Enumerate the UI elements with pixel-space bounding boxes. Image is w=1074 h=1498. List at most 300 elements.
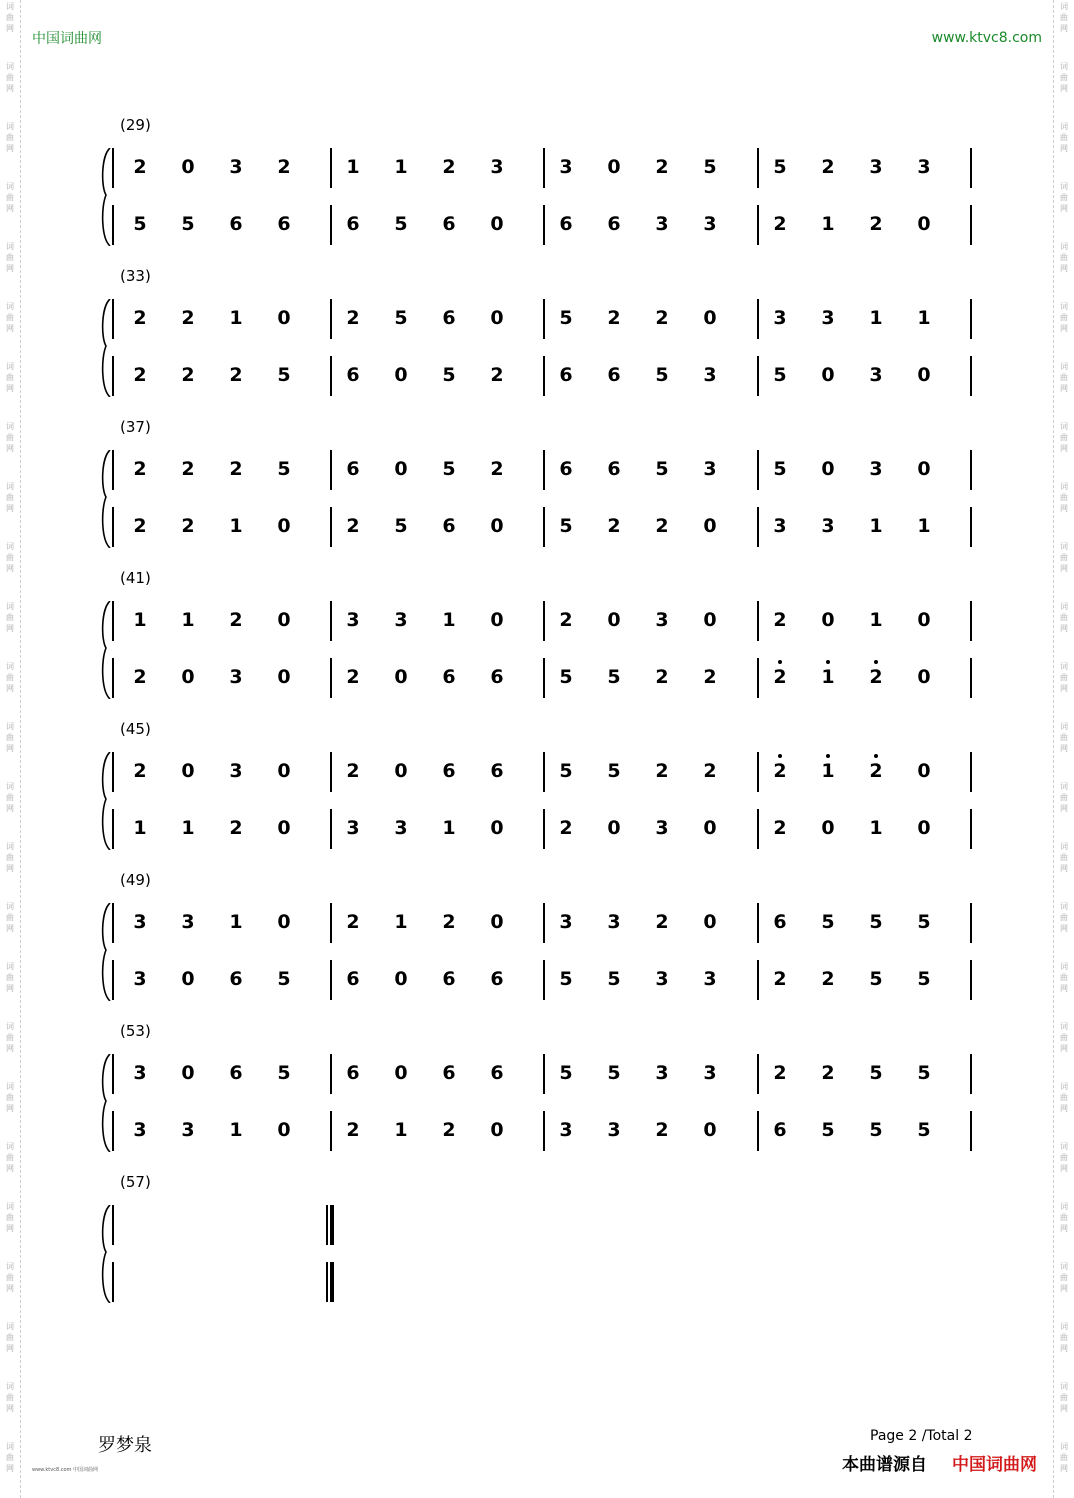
brace-path (103, 148, 110, 246)
watermark-char: 词 (1060, 122, 1068, 131)
watermark-char: 曲 (6, 1093, 14, 1102)
note: 5 (607, 760, 621, 782)
staff-start-bar (112, 658, 114, 698)
note: 6 (346, 968, 360, 990)
barline (757, 507, 759, 547)
note: 2 (869, 666, 883, 688)
barline (757, 1054, 759, 1094)
barline (543, 658, 545, 698)
note: 5 (655, 364, 669, 386)
header-site-url: www.ktvc8.com (931, 30, 1042, 46)
footer-tiny-url: www.ktvc8.com 中国词曲网 (32, 1467, 99, 1473)
watermark-char: 网 (1060, 264, 1068, 273)
staff-start-bar (112, 960, 114, 1000)
note: 5 (559, 968, 573, 990)
barline (543, 960, 545, 1000)
note: 0 (394, 364, 408, 386)
watermark-char: 词 (6, 362, 14, 371)
watermark-char: 网 (1060, 204, 1068, 213)
watermark-char: 词 (1060, 1022, 1068, 1031)
note: 2 (133, 760, 147, 782)
watermark-char: 网 (1060, 144, 1068, 153)
note: 5 (917, 1119, 931, 1141)
note: 5 (917, 968, 931, 990)
note: 1 (229, 515, 243, 537)
barline (970, 752, 972, 792)
watermark-char: 曲 (1060, 493, 1068, 502)
watermark-char: 曲 (1060, 793, 1068, 802)
watermark-char: 网 (6, 144, 14, 153)
barline (543, 1054, 545, 1094)
watermark-char: 词 (1060, 1442, 1068, 1451)
watermark-char: 网 (1060, 804, 1068, 813)
note: 0 (181, 156, 195, 178)
note: 1 (133, 609, 147, 631)
note: 3 (346, 817, 360, 839)
barline (543, 450, 545, 490)
barline (330, 299, 332, 339)
note: 3 (655, 213, 669, 235)
watermark-char: 网 (6, 1344, 14, 1353)
staff-start-bar (112, 507, 114, 547)
note: 5 (394, 515, 408, 537)
watermark-char: 词 (1060, 362, 1068, 371)
note: 1 (394, 156, 408, 178)
note: 1 (181, 609, 195, 631)
note: 5 (821, 911, 835, 933)
header-site-name: 中国词曲网 (32, 31, 102, 47)
note: 6 (490, 1062, 504, 1084)
note: 6 (559, 458, 573, 480)
watermark-char: 词 (1060, 962, 1068, 971)
note: 0 (703, 307, 717, 329)
watermark-char: 词 (1060, 602, 1068, 611)
note: 3 (229, 760, 243, 782)
note: 2 (773, 213, 787, 235)
note: 2 (133, 364, 147, 386)
barline (757, 356, 759, 396)
watermark-char: 曲 (6, 1333, 14, 1342)
watermark-char: 曲 (1060, 13, 1068, 22)
barline (970, 960, 972, 1000)
note: 0 (394, 760, 408, 782)
note: 3 (133, 968, 147, 990)
note: 6 (490, 666, 504, 688)
barline (543, 205, 545, 245)
watermark-char: 曲 (1060, 253, 1068, 262)
note: 5 (773, 156, 787, 178)
note: 2 (655, 307, 669, 329)
note: 0 (490, 213, 504, 235)
watermark-char: 词 (1060, 542, 1068, 551)
watermark-char: 网 (1060, 864, 1068, 873)
barline (970, 601, 972, 641)
watermark-char: 网 (1060, 924, 1068, 933)
note: 2 (773, 817, 787, 839)
note: 1 (181, 817, 195, 839)
note: 2 (821, 968, 835, 990)
barline (970, 903, 972, 943)
note: 3 (869, 156, 883, 178)
watermark-char: 曲 (6, 793, 14, 802)
source-label: 本曲谱源自 (842, 1455, 927, 1475)
watermark-char: 曲 (1060, 1333, 1068, 1342)
watermark-char: 曲 (1060, 373, 1068, 382)
watermark-char: 网 (1060, 564, 1068, 573)
note: 3 (869, 458, 883, 480)
note: 2 (655, 156, 669, 178)
watermark-char: 网 (1060, 984, 1068, 993)
watermark-char: 网 (1060, 1044, 1068, 1053)
note: 0 (917, 609, 931, 631)
note: 0 (821, 458, 835, 480)
note: 3 (703, 1062, 717, 1084)
watermark-char: 曲 (6, 973, 14, 982)
note: 0 (181, 760, 195, 782)
watermark-char: 网 (6, 864, 14, 873)
note: 1 (346, 156, 360, 178)
note: 0 (607, 817, 621, 839)
barline (330, 356, 332, 396)
high-octave-dot (826, 754, 830, 758)
final-barline-thin (326, 1262, 328, 1302)
watermark-char: 词 (1060, 1202, 1068, 1211)
note: 0 (490, 1119, 504, 1141)
note: 3 (607, 1119, 621, 1141)
note: 0 (394, 666, 408, 688)
note: 2 (559, 817, 573, 839)
note: 2 (655, 666, 669, 688)
note: 3 (773, 307, 787, 329)
high-octave-dot (826, 660, 830, 664)
barline (970, 809, 972, 849)
note: 6 (346, 458, 360, 480)
note: 2 (346, 911, 360, 933)
watermark-char: 网 (1060, 684, 1068, 693)
watermark-char: 曲 (6, 13, 14, 22)
note: 2 (773, 968, 787, 990)
note: 0 (821, 609, 835, 631)
note: 6 (773, 911, 787, 933)
barline (330, 658, 332, 698)
system-brace (98, 903, 112, 1001)
barline (543, 752, 545, 792)
note: 2 (181, 458, 195, 480)
note: 2 (703, 760, 717, 782)
note: 1 (821, 666, 835, 688)
note: 0 (821, 364, 835, 386)
watermark-char: 词 (6, 1442, 14, 1451)
watermark-char: 词 (6, 722, 14, 731)
barline (757, 903, 759, 943)
note: 0 (490, 307, 504, 329)
note: 2 (229, 458, 243, 480)
watermark-char: 曲 (6, 1153, 14, 1162)
note: 6 (607, 213, 621, 235)
system-brace (98, 299, 112, 397)
barline (543, 356, 545, 396)
high-octave-dot (874, 754, 878, 758)
note: 5 (821, 1119, 835, 1141)
barline (757, 148, 759, 188)
staff-start-bar (112, 601, 114, 641)
measure-number: (29) (120, 116, 151, 134)
barline (330, 1054, 332, 1094)
note: 1 (821, 760, 835, 782)
note: 5 (277, 458, 291, 480)
note: 5 (703, 156, 717, 178)
watermark-char: 网 (6, 1104, 14, 1113)
watermark-char: 曲 (6, 913, 14, 922)
watermark-char: 曲 (6, 1213, 14, 1222)
note: 0 (607, 156, 621, 178)
watermark-char: 网 (6, 1164, 14, 1173)
note: 2 (655, 911, 669, 933)
brace-path (103, 601, 110, 699)
note: 2 (655, 1119, 669, 1141)
watermark-char: 词 (6, 902, 14, 911)
note: 3 (773, 515, 787, 537)
measure-number: (33) (120, 267, 151, 285)
watermark-char: 网 (1060, 24, 1068, 33)
high-octave-dot (874, 660, 878, 664)
note: 3 (133, 1062, 147, 1084)
barline (330, 1111, 332, 1151)
measure-number: (45) (120, 720, 151, 738)
note: 6 (229, 968, 243, 990)
watermark-char: 词 (6, 62, 14, 71)
barline (970, 299, 972, 339)
watermark-char: 曲 (6, 1273, 14, 1282)
watermark-char: 曲 (1060, 133, 1068, 142)
barline (330, 507, 332, 547)
watermark-char: 网 (1060, 84, 1068, 93)
barline (970, 658, 972, 698)
brace-path (103, 903, 110, 1001)
watermark-char: 网 (1060, 384, 1068, 393)
watermark-char: 曲 (1060, 673, 1068, 682)
watermark-char: 网 (1060, 1284, 1068, 1293)
note: 0 (277, 515, 291, 537)
note: 1 (869, 609, 883, 631)
barline (757, 752, 759, 792)
note: 3 (229, 156, 243, 178)
note: 2 (346, 307, 360, 329)
watermark-char: 网 (6, 684, 14, 693)
note: 5 (277, 968, 291, 990)
watermark-char: 曲 (1060, 1093, 1068, 1102)
watermark-char: 曲 (1060, 1393, 1068, 1402)
watermark-char: 词 (1060, 662, 1068, 671)
note: 5 (133, 213, 147, 235)
note: 5 (869, 1062, 883, 1084)
barline (757, 1111, 759, 1151)
note: 0 (917, 817, 931, 839)
watermark-char: 曲 (6, 733, 14, 742)
barline (330, 960, 332, 1000)
watermark-char: 网 (6, 744, 14, 753)
note: 2 (607, 515, 621, 537)
barline (330, 148, 332, 188)
note: 0 (490, 609, 504, 631)
note: 5 (559, 515, 573, 537)
watermark-char: 词 (6, 962, 14, 971)
note: 5 (559, 760, 573, 782)
note: 6 (229, 1062, 243, 1084)
note: 5 (442, 364, 456, 386)
watermark-char: 网 (6, 204, 14, 213)
note: 0 (917, 760, 931, 782)
note: 2 (773, 1062, 787, 1084)
note: 3 (229, 666, 243, 688)
note: 3 (181, 911, 195, 933)
watermark-char: 网 (1060, 624, 1068, 633)
note: 0 (394, 458, 408, 480)
note: 2 (277, 156, 291, 178)
note: 0 (277, 1119, 291, 1141)
watermark-char: 曲 (1060, 1453, 1068, 1462)
note: 0 (277, 911, 291, 933)
watermark-char: 词 (6, 602, 14, 611)
watermark-char: 曲 (6, 613, 14, 622)
staff-start-bar (112, 356, 114, 396)
watermark-char: 词 (6, 182, 14, 191)
note: 5 (607, 666, 621, 688)
note: 2 (133, 156, 147, 178)
note: 0 (277, 307, 291, 329)
barline (543, 809, 545, 849)
note: 1 (229, 307, 243, 329)
measure-number: (37) (120, 418, 151, 436)
note: 0 (277, 817, 291, 839)
watermark-char: 词 (1060, 902, 1068, 911)
note: 3 (703, 364, 717, 386)
note: 5 (559, 1062, 573, 1084)
note: 0 (917, 666, 931, 688)
note: 3 (133, 911, 147, 933)
note: 0 (821, 817, 835, 839)
watermark-char: 曲 (6, 673, 14, 682)
note: 6 (559, 213, 573, 235)
watermark-char: 网 (6, 1224, 14, 1233)
watermark-char: 词 (6, 242, 14, 251)
watermark-char: 词 (1060, 1142, 1068, 1151)
watermark-char: 词 (6, 1022, 14, 1031)
note: 3 (655, 817, 669, 839)
watermark-char: 词 (1060, 422, 1068, 431)
barline (330, 809, 332, 849)
barline (543, 299, 545, 339)
watermark-char: 曲 (6, 253, 14, 262)
watermark-char: 网 (6, 1464, 14, 1473)
staff-start-bar (112, 299, 114, 339)
note: 0 (917, 364, 931, 386)
system-brace (98, 1205, 112, 1303)
note: 6 (607, 458, 621, 480)
note: 6 (442, 213, 456, 235)
barline (757, 809, 759, 849)
note: 5 (607, 1062, 621, 1084)
watermark-char: 网 (6, 564, 14, 573)
watermark-char: 词 (6, 662, 14, 671)
watermark-char: 曲 (1060, 613, 1068, 622)
measure-number: (57) (120, 1173, 151, 1191)
note: 0 (277, 760, 291, 782)
note: 2 (655, 760, 669, 782)
watermark-char: 曲 (1060, 313, 1068, 322)
note: 6 (229, 213, 243, 235)
note: 0 (490, 911, 504, 933)
note: 0 (703, 1119, 717, 1141)
note: 0 (917, 213, 931, 235)
watermark-char: 曲 (1060, 1213, 1068, 1222)
watermark-char: 词 (6, 1322, 14, 1331)
note: 3 (917, 156, 931, 178)
watermark-char: 网 (1060, 1464, 1068, 1473)
system-brace (98, 601, 112, 699)
watermark-char: 词 (6, 1262, 14, 1271)
note: 5 (655, 458, 669, 480)
note: 3 (394, 817, 408, 839)
barline (970, 356, 972, 396)
watermark-char: 词 (1060, 62, 1068, 71)
note: 0 (607, 609, 621, 631)
note: 2 (773, 666, 787, 688)
note: 1 (869, 817, 883, 839)
staff-start-bar (112, 903, 114, 943)
barline (757, 205, 759, 245)
note: 2 (346, 515, 360, 537)
source-site: 中国词曲网 (952, 1455, 1037, 1475)
watermark-char: 曲 (1060, 1033, 1068, 1042)
watermark-char: 网 (1060, 1404, 1068, 1413)
watermark-char: 曲 (6, 193, 14, 202)
watermark-char: 网 (1060, 1164, 1068, 1173)
watermark-char: 曲 (1060, 1273, 1068, 1282)
watermark-char: 网 (1060, 1104, 1068, 1113)
measure-number: (53) (120, 1022, 151, 1040)
barline (543, 903, 545, 943)
note: 3 (133, 1119, 147, 1141)
note: 2 (133, 307, 147, 329)
page-number: Page 2 /Total 2 (870, 1428, 973, 1444)
brace-path (103, 1054, 110, 1152)
composer-name: 罗梦泉 (98, 1435, 152, 1456)
watermark-char: 词 (6, 542, 14, 551)
note: 6 (490, 760, 504, 782)
watermark-char: 词 (6, 122, 14, 131)
note: 0 (703, 817, 717, 839)
note: 1 (229, 1119, 243, 1141)
system-brace (98, 148, 112, 246)
watermark-char: 网 (6, 24, 14, 33)
note: 6 (442, 666, 456, 688)
watermark-char: 网 (6, 504, 14, 513)
barline (543, 148, 545, 188)
note: 0 (181, 666, 195, 688)
staff-start-bar (112, 1111, 114, 1151)
brace-path (103, 299, 110, 397)
note: 5 (559, 666, 573, 688)
note: 3 (655, 968, 669, 990)
note: 6 (442, 760, 456, 782)
note: 0 (703, 515, 717, 537)
note: 2 (346, 1119, 360, 1141)
note: 3 (394, 609, 408, 631)
note: 1 (917, 307, 931, 329)
staff-start-bar (112, 1205, 114, 1245)
note: 3 (559, 1119, 573, 1141)
